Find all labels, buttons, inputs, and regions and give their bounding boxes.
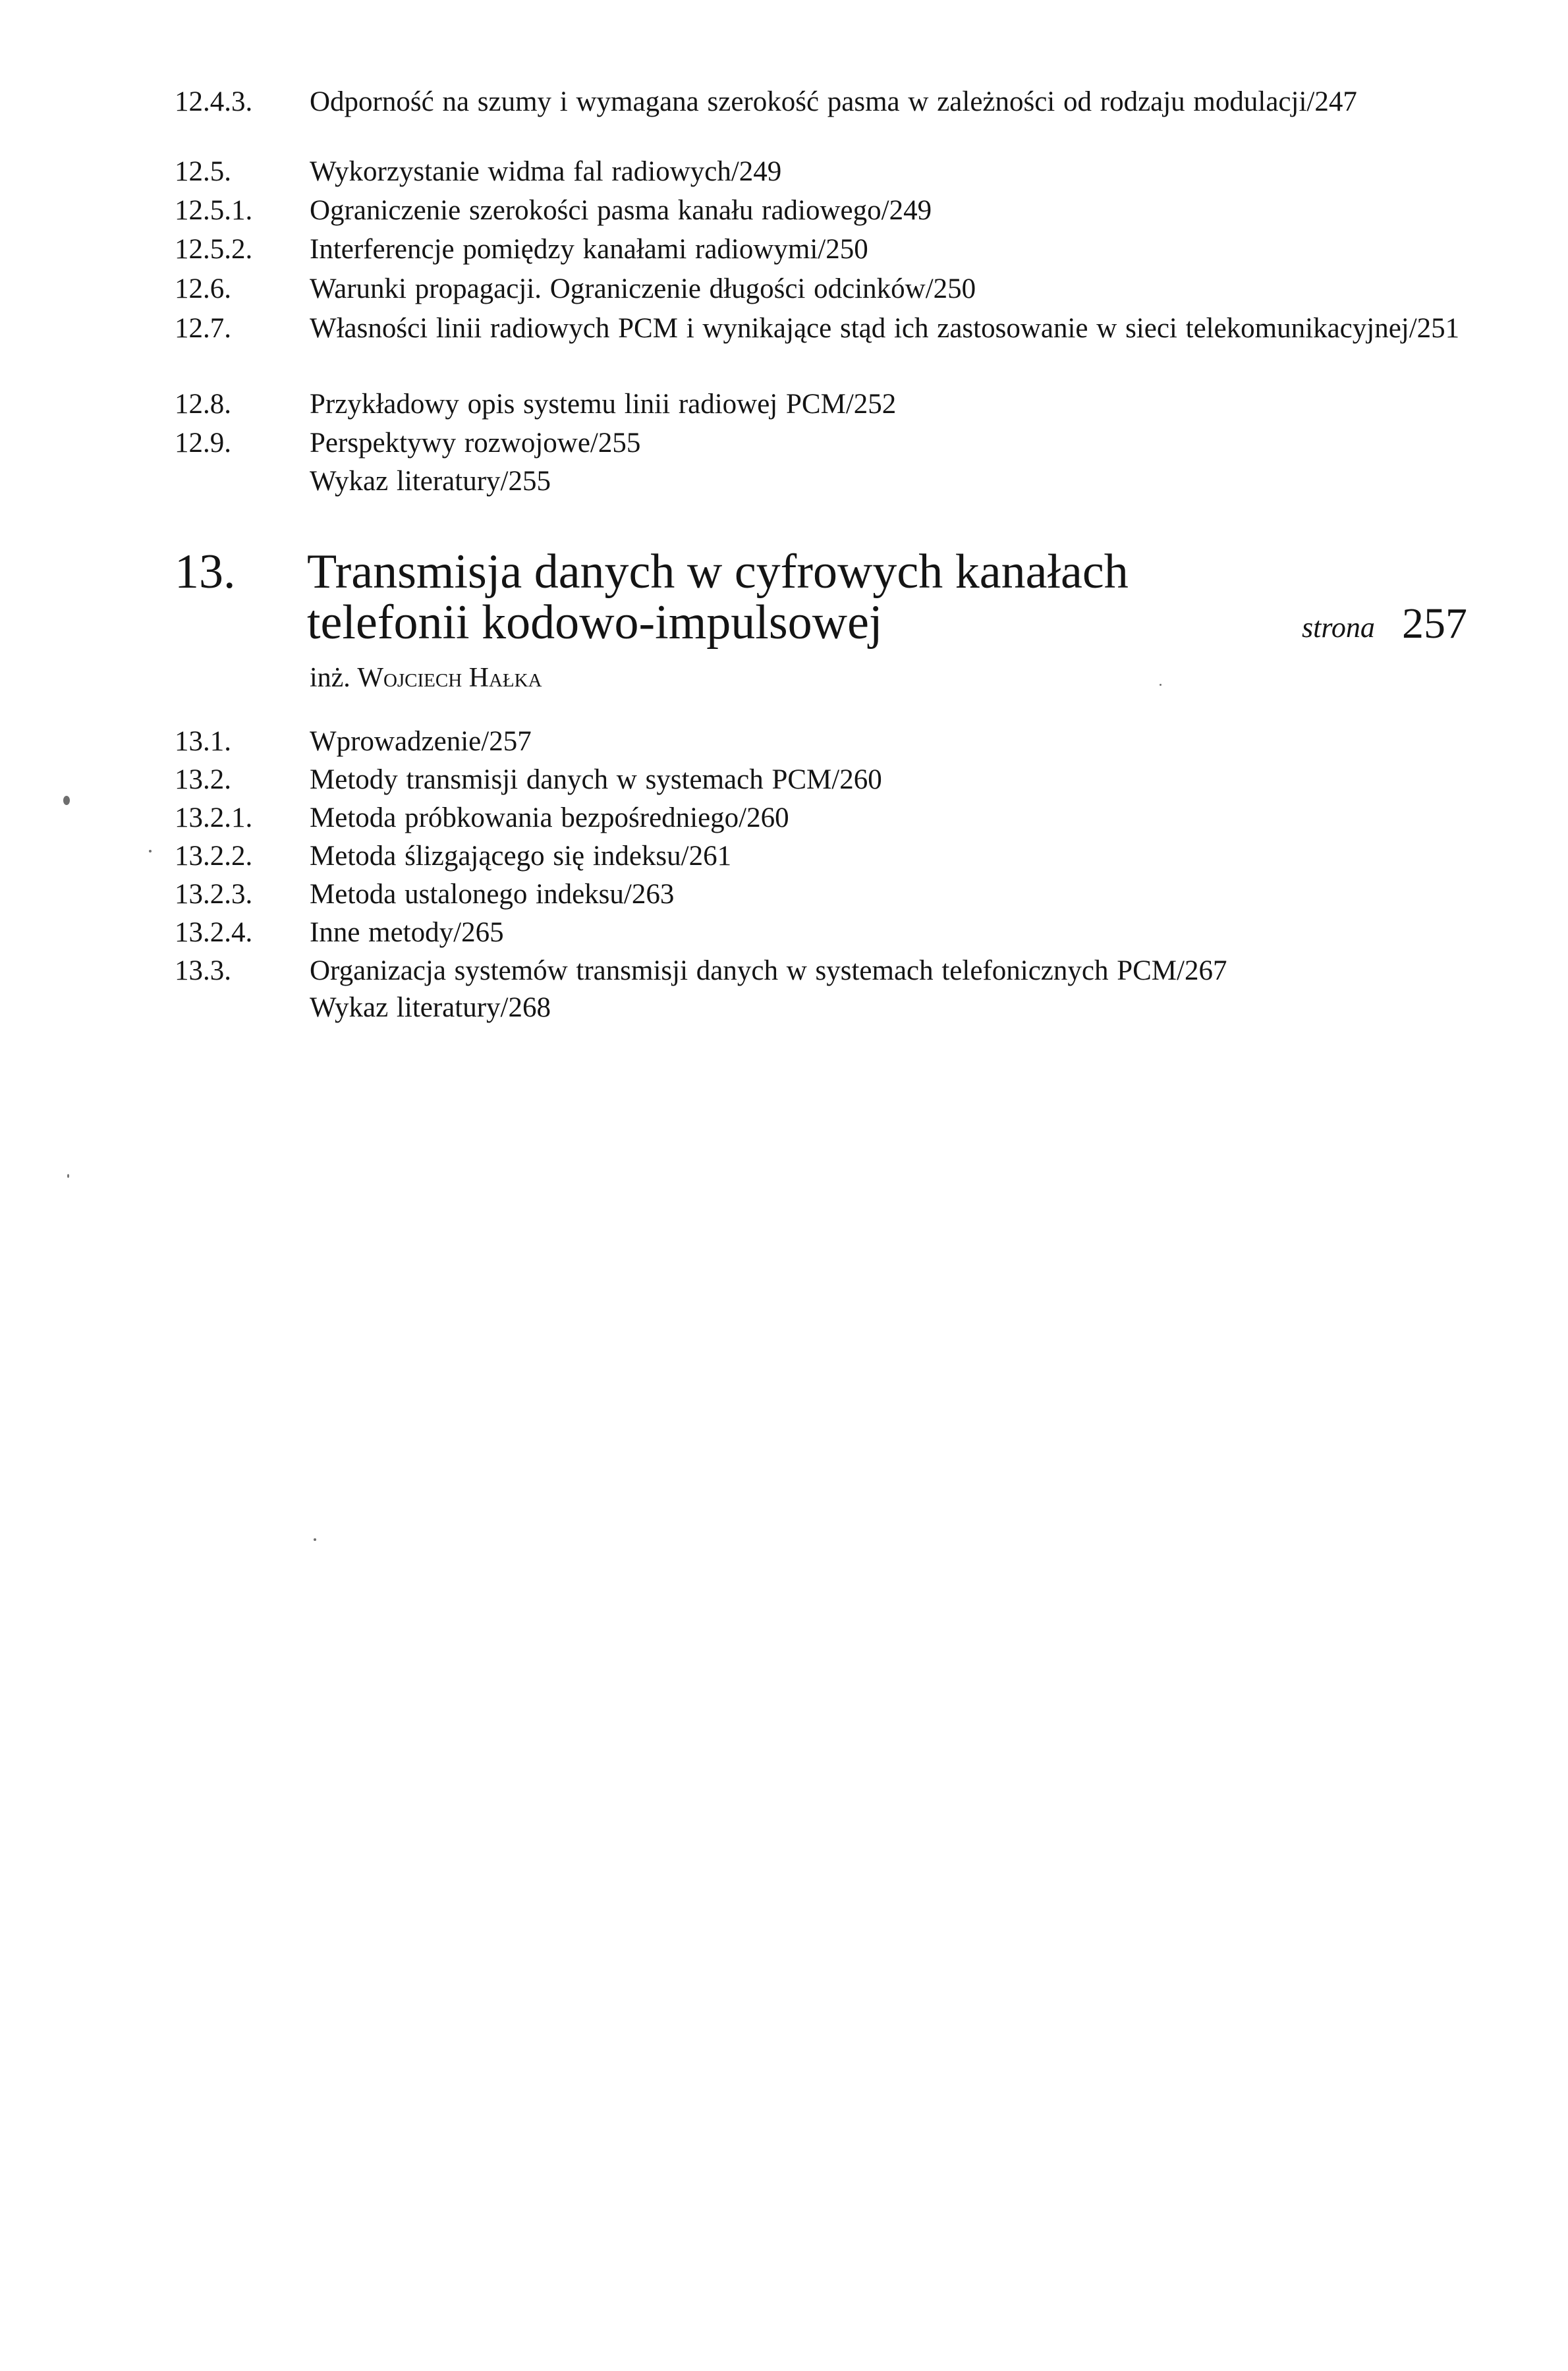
entry-number: 12.5.1. — [175, 195, 253, 226]
entry-number: 12.9. — [175, 428, 231, 459]
entry-title: Ograniczenie szerokości pasma kanału radiowego/249 — [310, 195, 932, 226]
entry-title: Interferencje pomiędzy kanałami radiowymi/250 — [310, 234, 868, 265]
entry-title: Warunki propagacji. Ograniczenie długości odcinków/250 — [310, 273, 976, 304]
entry-title: Metody transmisji danych w systemach PCM/260 — [310, 764, 882, 795]
entry-title: Metoda ustalonego indeksu/263 — [310, 879, 675, 910]
entry-number: 12.8. — [175, 389, 231, 420]
chapter-title-line-2: telefonii kodowo-impulsowej — [307, 596, 883, 650]
chapter-number: 13. — [175, 545, 236, 599]
chapter-author — [310, 659, 542, 696]
entry-title: Perspektywy rozwojowe/255 — [310, 428, 641, 459]
entry-number: 13.2.1. — [175, 802, 253, 833]
entry-title: Przykładowy opis systemu linii radiowej PCM/252 — [310, 389, 897, 420]
entry-number: 13.2. — [175, 764, 231, 795]
entry-title: Wprowadzenie/257 — [310, 726, 532, 757]
entry-title: Metoda ślizgającego się indeksu/261 — [310, 841, 732, 872]
entry-number: 12.5. — [175, 156, 231, 187]
author-prefix: inż. — [310, 663, 350, 693]
entry-number: 13.2.4. — [175, 917, 253, 948]
chapter-page-number: 257 — [1402, 600, 1467, 648]
entry-number: 13.2.2. — [175, 841, 253, 872]
entry-title: Organizacja systemów transmisji danych w systemach telefonicznych PCM/267 — [310, 955, 1227, 986]
entry-number: 12.5.2. — [175, 234, 253, 265]
entry-title: Inne metody/265 — [310, 917, 504, 948]
scan-speck — [149, 850, 152, 852]
scan-speck — [314, 1538, 316, 1541]
entry-number: 12.6. — [175, 273, 231, 304]
entry-number: 13.1. — [175, 726, 231, 757]
scan-speck — [1160, 684, 1162, 686]
chapter-page-label: strona — [1302, 611, 1375, 644]
entry-title: Metoda próbkowania bezpośredniego/260 — [310, 802, 789, 833]
entry-title: Wykorzystanie widma fal radiowych/249 — [310, 156, 782, 187]
chapter-title-line-1: Transmisja danych w cyfrowych kanałach — [307, 545, 1129, 599]
author-name: Wojciech Hałka — [357, 663, 542, 693]
entry-number: 12.4.3. — [175, 86, 253, 117]
scan-speck — [63, 796, 70, 805]
entry-title: Wykaz literatury/255 — [310, 466, 551, 497]
entry-number: 13.2.3. — [175, 879, 253, 910]
entry-number: 12.7. — [175, 313, 231, 344]
entry-title: Własności linii radiowych PCM i wynikające stąd ich zastosowanie w sieci telekomunikacyjnej/251 — [310, 313, 1460, 344]
scan-speck — [67, 1174, 69, 1178]
entry-title: Wykaz literatury/268 — [310, 992, 551, 1023]
entry-number: 13.3. — [175, 955, 231, 986]
entry-title: Odporność na szumy i wymagana szerokość pasma w zależności od rodzaju modulacji/247 — [310, 86, 1357, 117]
